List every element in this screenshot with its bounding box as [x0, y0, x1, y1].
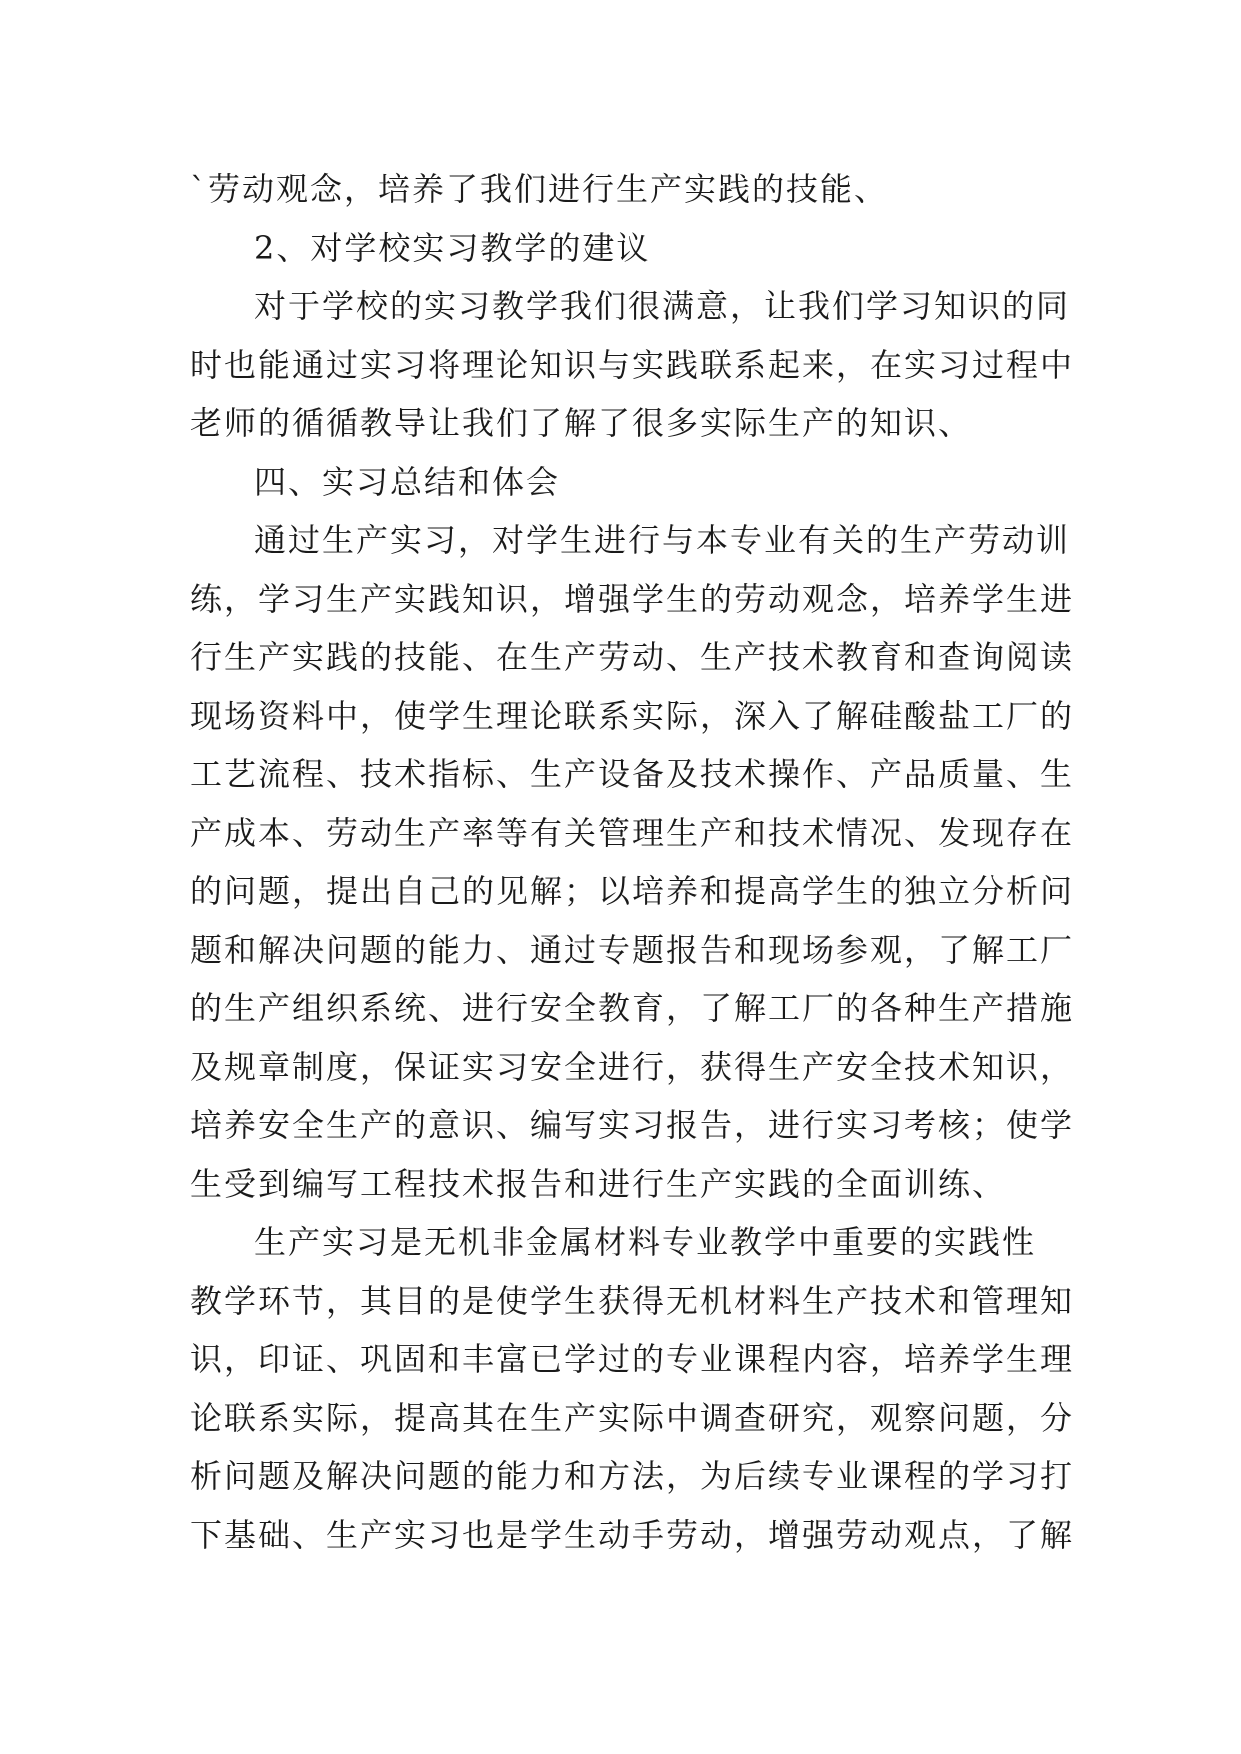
text-line: 生受到编写工程技术报告和进行生产实践的全面训练、: [190, 1164, 1007, 1203]
text-line: 培养安全生产的意识、编写实习报告，进行实习考核；使学: [190, 1106, 1075, 1144]
paragraph-first-line: 对于学校的实习教学我们很满意，让我们学习知识的同: [254, 287, 1071, 325]
body-text: [190, 160, 1075, 1564]
text-line: 产成本、劳动生产率等有关管理生产和技术情况、发现存在: [190, 813, 1075, 852]
text-line: 行生产实践的技能、在生产劳动、生产技术教育和查询阅读: [190, 638, 1075, 676]
text-line: 题和解决问题的能力、通过专题报告和现场参观，了解工厂: [190, 930, 1075, 969]
paragraph-first-line: 通过生产实习，对学生进行与本专业有关的生产劳动训: [254, 521, 1071, 559]
text-line: `劳动观念，培养了我们进行生产实践的技能、: [190, 170, 889, 208]
text-line: 现场资料中，使学生理论联系实际，深入了解硅酸盐工厂的: [190, 696, 1075, 735]
text-line: 教学环节，其目的是使学生获得无机材料生产技术和管理知: [190, 1281, 1075, 1320]
text-line: 下基础、生产实习也是学生动手劳动，增强劳动观点，了解: [190, 1515, 1075, 1554]
section-heading: 四、实习总结和体会: [254, 462, 561, 501]
section-heading: 2、对学校实习教学的建议: [254, 228, 651, 267]
text-line: 及规章制度，保证实习安全进行，获得生产安全技术知识，: [190, 1047, 1075, 1086]
text-line: 时也能通过实习将理论知识与实践联系起来，在实习过程中: [190, 345, 1075, 384]
text-line: 工艺流程、技术指标、生产设备及技术操作、产品质量、生: [190, 755, 1075, 793]
text-line: 练，学习生产实践知识，增强学生的劳动观念，培养学生进: [190, 579, 1075, 618]
paragraph-first-line: 生产实习是无机非金属材料专业教学中重要的实践性: [254, 1223, 1037, 1261]
text-line: 析问题及解决问题的能力和方法，为后续专业课程的学习打: [190, 1457, 1075, 1495]
text-line: 识，印证、巩固和丰富已学过的专业课程内容，培养学生理: [190, 1340, 1075, 1378]
text-line: 的问题，提出自己的见解；以培养和提高学生的独立分析问: [190, 872, 1075, 910]
text-line: 老师的循循教导让我们了解了很多实际生产的知识、: [190, 404, 973, 442]
text-line: 的生产组织系统、进行安全教育，了解工厂的各种生产措施: [190, 989, 1075, 1027]
text-line: 论联系实际，提高其在生产实际中调查研究，观察问题，分: [190, 1398, 1075, 1437]
